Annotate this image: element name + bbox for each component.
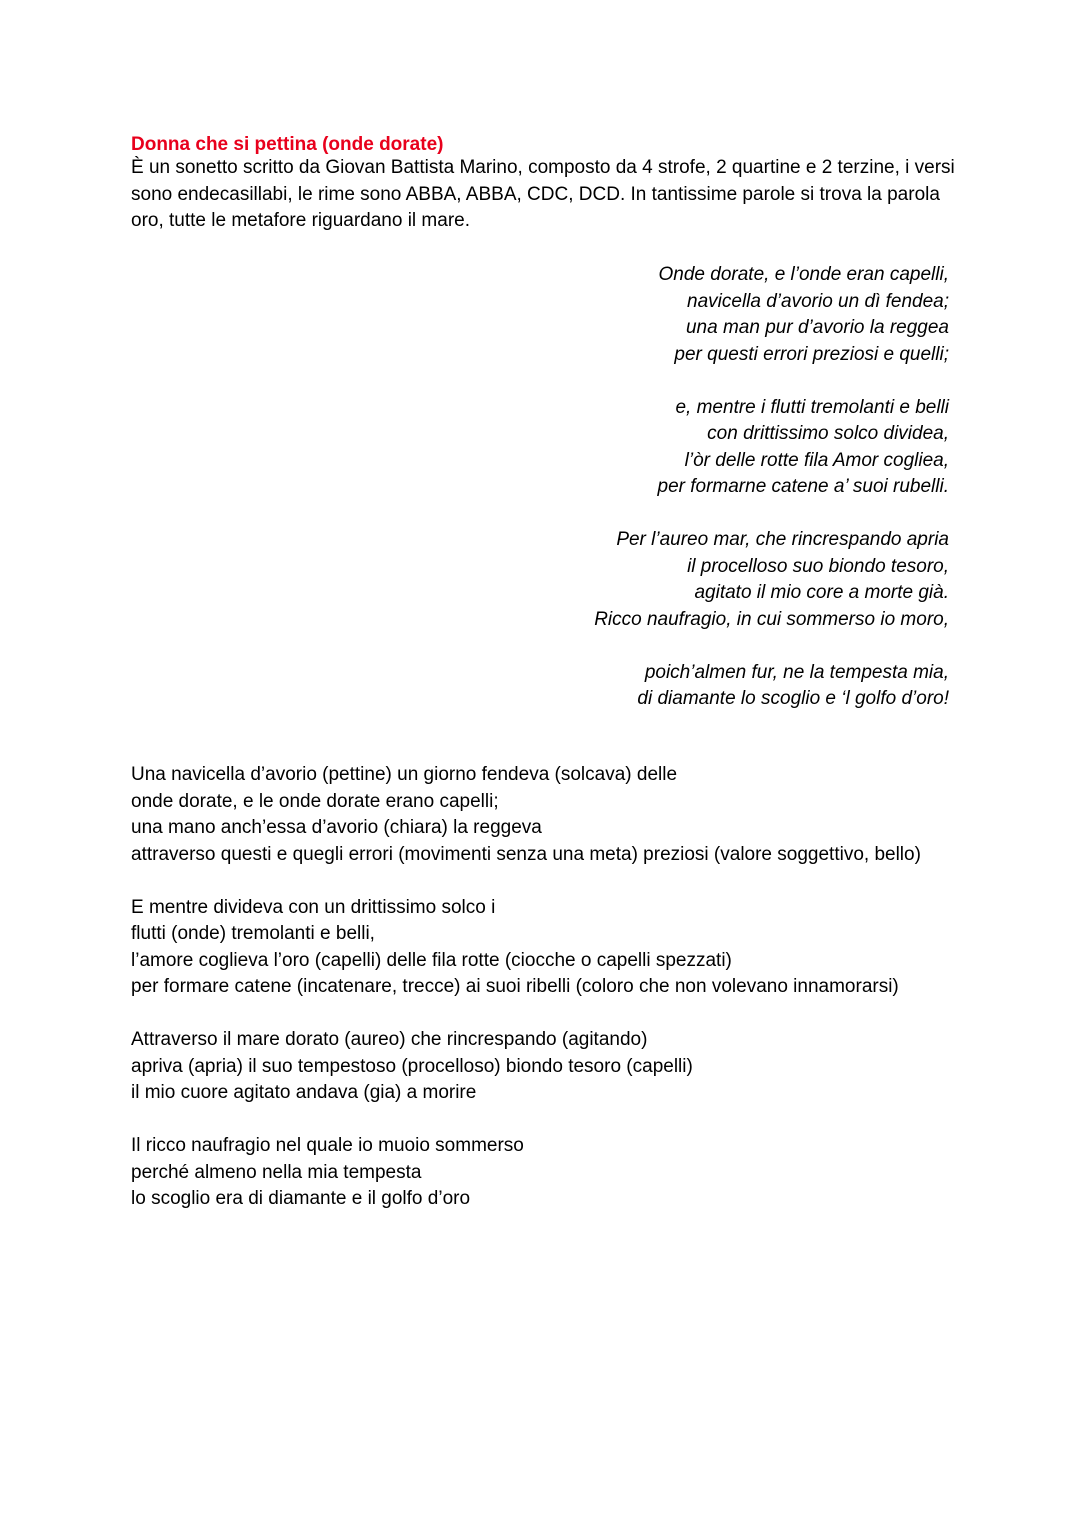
poem-line: Onde dorate, e l’onde eran capelli,	[658, 264, 949, 285]
paraphrase-line: per formare catene (incatenare, trecce) ai suoi ribelli (coloro che non volevano innamorarsi)	[131, 976, 899, 997]
paraphrase-block-2	[131, 895, 951, 1001]
paraphrase-line: perché almeno nella mia tempesta	[131, 1161, 422, 1183]
poem-line: per formarne catene a’ suoi rubelli.	[657, 476, 949, 497]
poem-line: di diamante lo scoglio e ‘l golfo d’oro!	[637, 688, 949, 709]
poem-line: l’òr delle rotte fila Amor cogliea,	[684, 449, 949, 471]
poem-line: per questi errori preziosi e quelli;	[674, 343, 949, 365]
paraphrase-block-4	[131, 1133, 951, 1213]
poem	[594, 262, 949, 739]
poem-line: poich’almen fur, ne la tempesta mia,	[644, 661, 949, 683]
intro-paragraph	[131, 155, 961, 235]
paraphrase-line: l’amore coglieva l’oro (capelli) delle fila rotte (ciocche o capelli spezzati)	[131, 949, 732, 971]
poem-line: navicella d’avorio un dì fendea;	[687, 290, 949, 312]
paraphrase-line: Una navicella d’avorio (pettine) un giorno fendeva (solcava) delle	[131, 764, 678, 785]
paraphrase-line: Il ricco naufragio nel quale io muoio sommerso	[131, 1135, 524, 1156]
paraphrase-line: apriva (apria) il suo tempestoso (procelloso) biondo tesoro (capelli)	[131, 1055, 693, 1077]
poem-stanza-3	[594, 527, 949, 633]
paraphrase-line: lo scoglio era di diamante e il golfo d’oro	[131, 1188, 471, 1209]
paraphrase-line: una mano anch’essa d’avorio (chiara) la reggeva	[131, 817, 542, 838]
poem-line: e, mentre i flutti tremolanti e belli	[675, 396, 949, 418]
paraphrase-line: flutti (onde) tremolanti e belli,	[131, 923, 375, 944]
paraphrase-line: Attraverso il mare dorato (aureo) che rincrespando (agitando)	[131, 1029, 648, 1050]
poem-stanza-4	[594, 660, 949, 713]
poem-line: il procelloso suo biondo tesoro,	[687, 555, 949, 577]
document-title: Donna che si pettina (onde dorate)	[131, 134, 444, 155]
intro-text: È un sonetto scritto da Giovan Battista Marino, composto da 4 strofe, 2 quartine e 2 terzine, i versi sono endecasillabi, le rime sono ABBA, ABBA, CDC, DCD. In tantissime parole si trova la parola oro, tutte le metafore riguardano il mare.	[131, 157, 955, 231]
poem-stanza-1	[594, 262, 949, 368]
paraphrase-line: onde dorate, e le onde dorate erano capelli;	[131, 790, 499, 812]
paraphrase-block-1	[131, 762, 951, 868]
poem-line: agitato il mio core a morte già.	[694, 582, 949, 603]
paraphrase-line: attraverso questi e quegli errori (movimenti senza una meta) preziosi (valore soggettivo, bello)	[131, 843, 921, 865]
paraphrase-line: E mentre divideva con un drittissimo solco i	[131, 896, 496, 918]
paraphrase	[131, 762, 951, 1239]
poem-line: una man pur d’avorio la reggea	[685, 317, 949, 338]
poem-line: Per l’aureo mar, che rincrespando apria	[616, 529, 949, 550]
paraphrase-line: il mio cuore agitato andava (gia) a morire	[131, 1082, 477, 1103]
poem-line: con drittissimo solco dividea,	[707, 423, 949, 444]
poem-stanza-2	[594, 395, 949, 501]
paraphrase-block-3	[131, 1027, 951, 1107]
poem-line: Ricco naufragio, in cui sommerso io moro,	[594, 608, 949, 630]
